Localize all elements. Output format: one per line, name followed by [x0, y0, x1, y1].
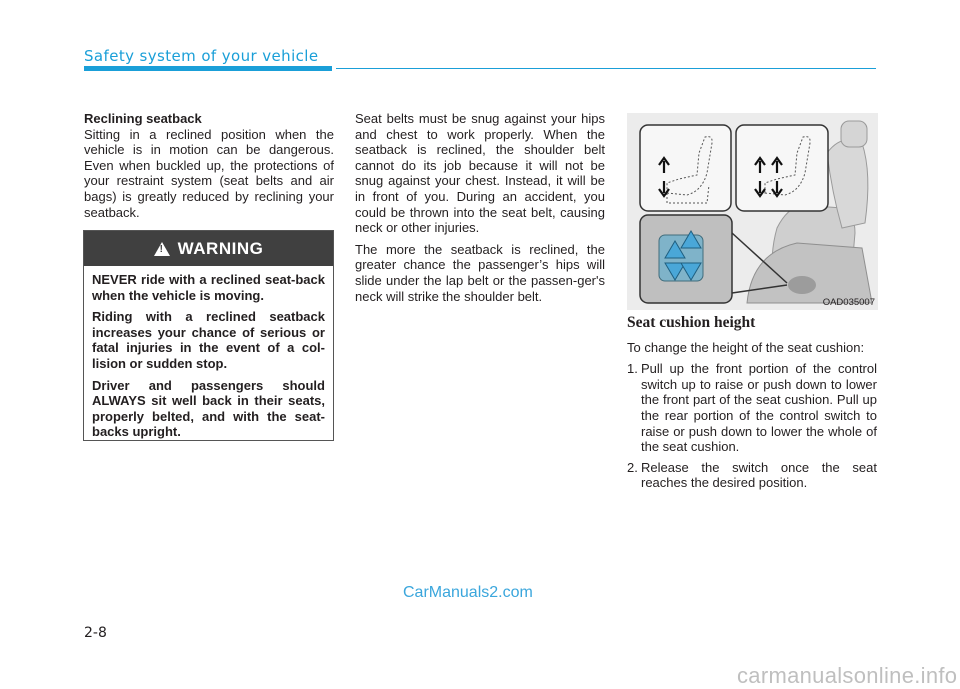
seat-cushion-heading: Seat cushion height [627, 314, 756, 331]
warning-text-1: NEVER ride with a reclined seat-back when the vehicle is moving. [92, 272, 325, 303]
list-text: Pull up the front portion of the control switch up to raise or push down to lower the front part of the seat cushion. Pull up the rear portion of the control switch to raise or push down to lower the whole of the seat cushion. [641, 361, 877, 455]
warning-label: WARNING [177, 238, 264, 258]
column-right [627, 315, 877, 496]
column-middle [355, 111, 605, 310]
header-rule [336, 68, 876, 69]
list-item [627, 460, 877, 491]
section-title: Safety system of your vehicle [84, 47, 319, 65]
seat-adjust-figure [627, 113, 878, 310]
seat-illustration [627, 113, 878, 310]
carmanuals-watermark-link[interactable]: CarManuals2.com [403, 584, 533, 601]
site-watermark: carmanualsonline.info [737, 663, 958, 688]
warning-header [84, 231, 333, 266]
seatbelt-paragraph-2: The more the seatback is reclined, the greater chance the passenger’s hips will slide under the lap belt or the passen-ger's neck will strike the shoulder belt. [355, 241, 605, 304]
warning-body [84, 266, 333, 440]
reclining-seatback-heading: Reclining seatback [84, 111, 202, 126]
seatbelt-paragraph-1: Seat belts must be snug against your hips and chest to work properly. When the seatback is reclined, the shoulder belt cannot do its job because it will not be snug against your chest. Instead, it will be in front of you. During an accident, you could be thrown into the seat belt, causing neck or other injuries. [355, 111, 605, 236]
reclining-paragraph: Sitting in a reclined position when the vehicle is in motion can be dangerous. Even when buckled up, the protections of your restraint system (seat belts and air bags) is greatly reduced by reclining your seatback. [84, 126, 334, 220]
figure-code: OAD035007 [822, 297, 875, 308]
list-text: Release the switch once the seat reaches the desired position. [641, 459, 877, 491]
column-left [84, 111, 334, 226]
list-number: 2. [627, 459, 638, 475]
list-number: 1. [627, 361, 638, 377]
warning-box [83, 230, 334, 441]
page-number: 2-8 [84, 625, 107, 641]
header-accent-bar [84, 66, 332, 71]
seat-cushion-intro: To change the height of the seat cushion: [627, 339, 865, 355]
warning-text-2: Riding with a reclined seatback increases your chance of serious or fatal injuries in the event of a col-lision or sudden stop. [92, 309, 325, 371]
warning-triangle-icon: ! [154, 242, 170, 256]
warning-text-3: Driver and passengers should ALWAYS sit well back in their seats, properly belted, and with the seat-backs upright. [92, 377, 325, 440]
list-item [627, 361, 877, 455]
